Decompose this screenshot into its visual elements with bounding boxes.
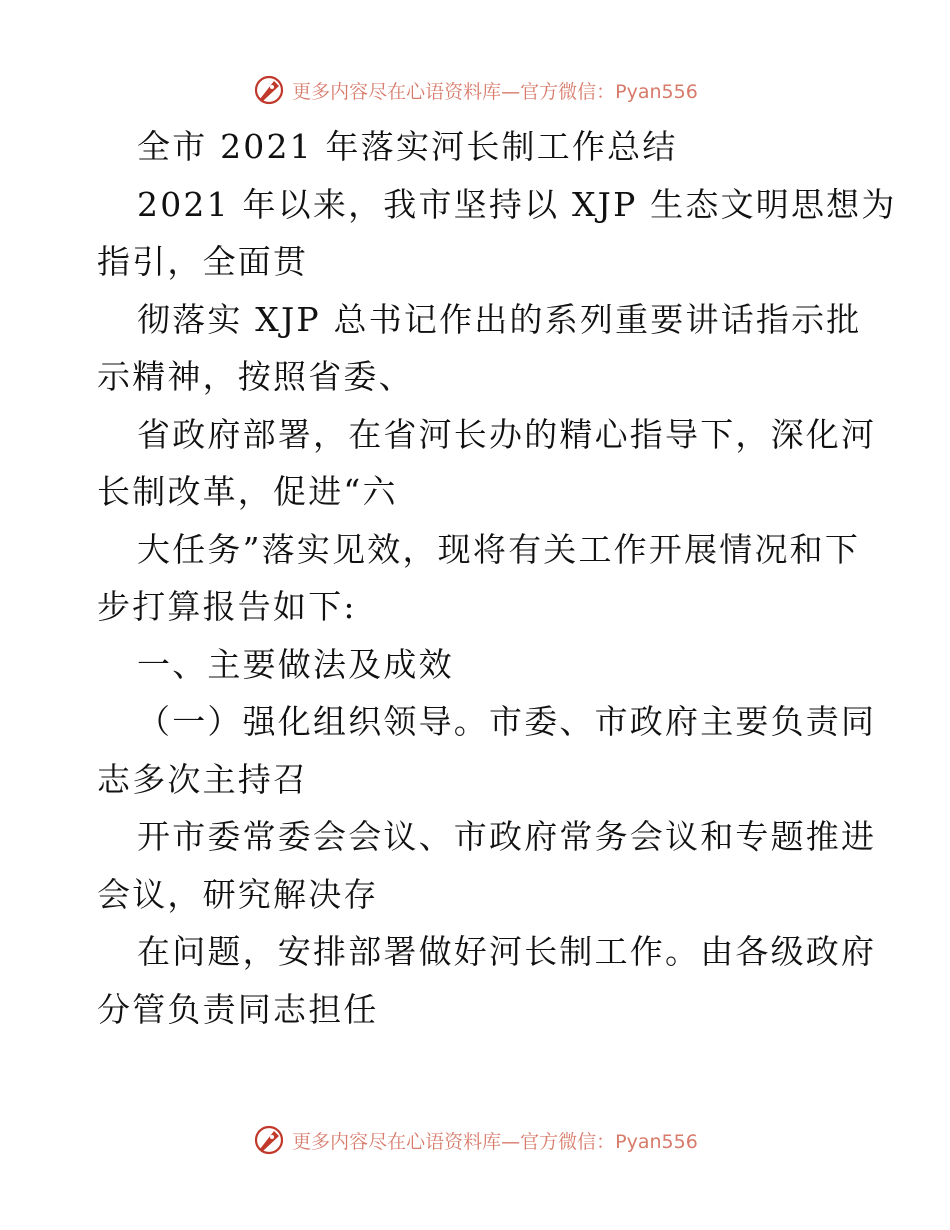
paragraph-line: 彻落实 XJP 总书记作出的系列重要讲话指示批 [137, 299, 862, 339]
paragraph-line: 省政府部署，在省河长办的精心指导下，深化河 [137, 414, 877, 454]
paragraph-line: 会议，研究解决存 [97, 874, 379, 914]
document-title: 全市 2021 年落实河长制工作总结 [137, 127, 678, 166]
paragraph-line: 志多次主持召 [97, 759, 309, 799]
paragraph-line: 长制改革，促进“六 [97, 472, 398, 511]
watermark-text: 更多内容尽在心语资料库—官方微信：Pyan556 [292, 1130, 698, 1153]
document-body [97, 118, 897, 1038]
paragraph-line: 大任务”落实见效，现将有关工作开展情况和下 [137, 529, 861, 569]
paragraph-line: 步打算报告如下: [97, 587, 357, 626]
paragraph-line: 分管负责同志担任 [97, 989, 379, 1029]
section-heading: 一、主要做法及成效 [137, 644, 454, 684]
paragraph-line: 示精神，按照省委、 [97, 357, 414, 396]
header-watermark-banner [0, 70, 950, 110]
paragraph-line: （一）强化组织领导。市委、市政府主要负责同 [137, 702, 877, 741]
pen-nib-circle-icon [252, 73, 286, 107]
paragraph-line: 开市委常委会会议、市政府常务会议和专题推进 [137, 817, 877, 856]
paragraph-line: 2021 年以来，我市坚持以 XJP 生态文明思想为 [137, 184, 897, 224]
watermark-text: 更多内容尽在心语资料库—官方微信：Pyan556 [292, 80, 698, 103]
paragraph-line: 指引，全面贯 [97, 242, 309, 281]
footer-watermark-banner [0, 1120, 950, 1160]
pen-nib-circle-icon [252, 1123, 286, 1157]
paragraph-line: 在问题，安排部署做好河长制工作。由各级政府 [137, 932, 877, 971]
